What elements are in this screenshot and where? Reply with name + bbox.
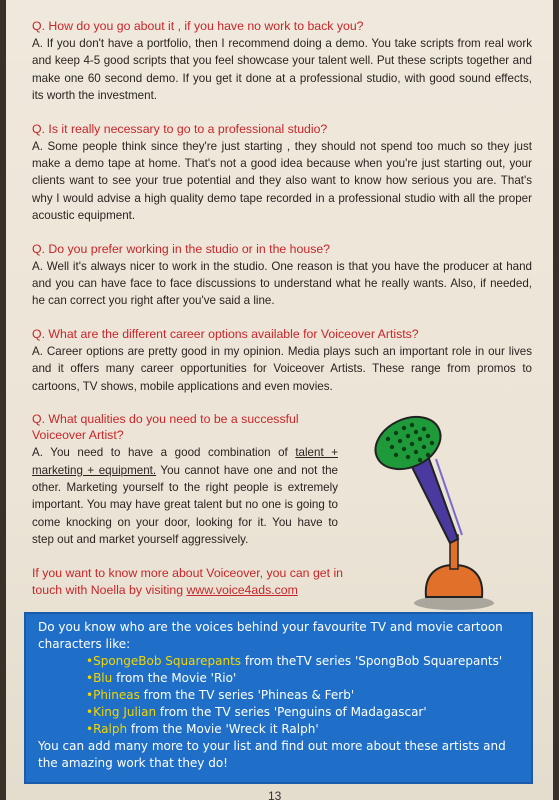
question-heading: Q. Do you prefer working in the studio or in the house?: [32, 241, 331, 256]
answer-text: A. Some people think since they're just starting , they should not spend too much so they just make a demo tape at home. That's not a good idea because when you're just starting out, your clients want to see your true potential and they also want to know how serious you are. That's why I would advise a high quality demo tape recorded in a professional studio with all the proper acoustic equipment.: [32, 139, 532, 223]
microphone-icon: [367, 415, 494, 610]
answer-text: [32, 444, 338, 548]
answer-text: A. Well it's always nicer to work in the studio. One reason is that you have the producer at hand and you can have face to face discussions to understand what he really wants. Also, if needed, he can correct you right after you've said a line.: [32, 259, 532, 308]
character-source: from the TV series 'Penguins of Madagascar': [156, 705, 427, 719]
list-item: [86, 653, 521, 670]
list-item: [86, 670, 521, 687]
answer-text: A. If you don't have a portfolio, then I recommend doing a demo. You take scripts from real work and keep 4-5 good scripts that you feel showcase your talent well. Put these scripts together and make one 60 second demo. If you get it done at a professional studio, with good sound effects, its worth the investment.: [32, 37, 532, 103]
list-item: [86, 704, 521, 721]
answer-underlined: talent + marketing + equipment.: [32, 446, 338, 477]
box-outro: You can add many more to your list and find out more about these artists and the amazing work that they do!: [38, 739, 506, 770]
answer-end: You cannot have one and not the other. Marketing yourself to the right people is extremely important. You may have great talent but no one is going to come knocking on your door, looking for it. You have to step out and market yourself aggressively.: [32, 463, 338, 547]
cartoon-voices-box: [24, 612, 533, 784]
microphone-illustration: [366, 415, 531, 615]
qa-block-2: [32, 121, 532, 225]
qa-block-5: [32, 411, 338, 548]
website-link[interactable]: www.voice4ads.com: [186, 582, 298, 597]
character-name: SpongeBob Squarepants: [93, 654, 242, 668]
contact-callout: [32, 565, 362, 599]
character-source: from the Movie 'Wreck it Ralph': [127, 722, 319, 736]
question-heading: Q. Is it really necessary to go to a professional studio?: [32, 121, 328, 136]
character-name: Phineas: [93, 688, 140, 702]
character-name: King Julian: [93, 705, 157, 719]
character-source: from theTV series 'SpongBob Squarepants': [241, 654, 503, 668]
list-item: [86, 721, 521, 738]
question-heading: Q. How do you go about it , if you have no work to back you?: [32, 19, 364, 33]
bullet: •: [86, 722, 94, 736]
bullet: •: [86, 688, 94, 702]
page-number: 13: [268, 789, 282, 800]
character-list: [38, 653, 521, 738]
qa-block-4: [32, 326, 532, 395]
magazine-page: [6, 0, 553, 800]
bullet: •: [86, 705, 94, 719]
character-name: Ralph: [93, 722, 128, 736]
bullet: •: [86, 654, 94, 668]
character-source: from the TV series 'Phineas & Ferb': [139, 688, 355, 702]
question-heading: Q. What qualities do you need to be a successful Voiceover Artist?: [32, 412, 299, 443]
contact-text: If you want to know more about Voiceover, you can get in touch with Noella by visiting: [32, 565, 344, 597]
answer-text: A. Career options are pretty good in my opinion. Media plays such an important role in our lives and it offers many career opportunities for Voiceover Artists. These range from promos to cartoons, TV shows, mobile applications and even movies.: [32, 344, 532, 393]
box-intro: Do you know who are the voices behind your favourite TV and movie cartoon characters like:: [38, 620, 503, 651]
qa-block-1: [32, 18, 532, 105]
list-item: [86, 687, 521, 704]
bullet: •: [86, 671, 94, 685]
question-heading: Q. What are the different career options available for Voiceover Artists?: [32, 326, 419, 341]
answer-start: A. You need to have a good combination of: [32, 446, 296, 460]
character-source: from the Movie 'Rio': [112, 671, 237, 685]
character-name: Blu: [93, 671, 113, 685]
qa-block-3: [32, 241, 532, 310]
